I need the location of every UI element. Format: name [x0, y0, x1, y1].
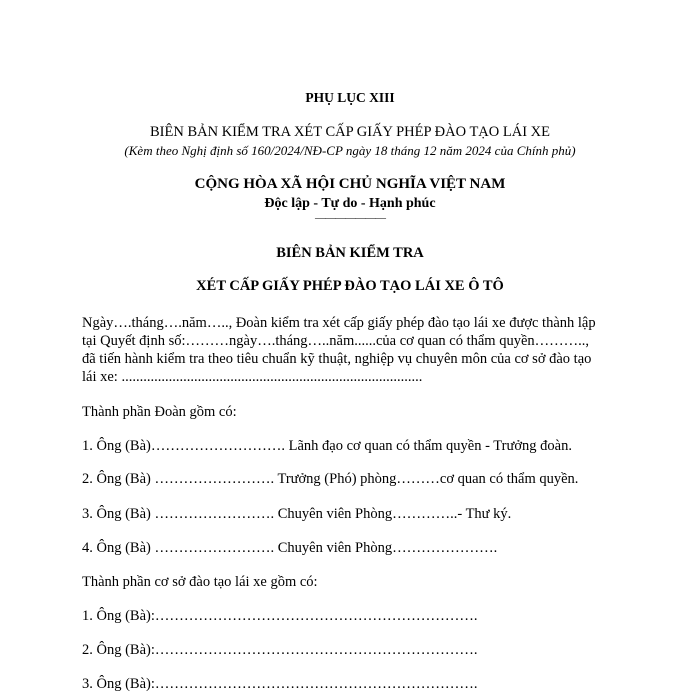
facility-heading: Thành phần cơ sở đào tạo lái xe gồm có: [82, 574, 318, 590]
delegation-member-2: 2. Ông (Bà) ……………………. Trưởng (Phó) phòng………cơ quan có thẩm quyền. [82, 471, 579, 487]
national-motto: Độc lập - Tự do - Hạnh phúc [264, 196, 436, 211]
facility-member-3: 3. Ông (Bà):…………………………………………………………. [82, 676, 478, 692]
facility-member-1: 1. Ông (Bà):…………………………………………………………. [82, 608, 478, 624]
delegation-member-3: 3. Ông (Bà) ……………………. Chuyên viên Phòng…………..- Thư ký. [82, 506, 512, 522]
report-subtitle: XÉT CẤP GIẤY PHÉP ĐÀO TẠO LÁI XE Ô TÔ [196, 278, 504, 294]
report-title: BIÊN BẢN KIỂM TRA [276, 245, 424, 261]
appendix-label: PHỤ LỤC XIII [305, 90, 395, 105]
intro-line-1: Ngày….tháng….năm….., Đoàn kiểm tra xét cấp giấy phép đào tạo lái xe được thành lập [82, 315, 596, 331]
decree-note: (Kèm theo Nghị định số 160/2024/NĐ-CP ngày 18 tháng 12 năm 2024 của Chính phủ) [124, 143, 576, 158]
motto-separator: ——————— [315, 212, 385, 224]
country-name: CỘNG HÒA XÃ HỘI CHỦ NGHĨA VIỆT NAM [194, 176, 506, 192]
document-title: BIÊN BẢN KIỂM TRA XÉT CẤP GIẤY PHÉP ĐÀO TẠO LÁI XE [150, 124, 550, 140]
intro-line-4: lái xe: ................................................................................... [82, 369, 423, 385]
intro-line-3: đã tiến hành kiểm tra theo tiêu chuẩn kỹ thuật, nghiệp vụ chuyên môn của cơ sở đào tạo [82, 351, 592, 367]
delegation-member-4: 4. Ông (Bà) ……………………. Chuyên viên Phòng…………………. [82, 540, 498, 556]
delegation-heading: Thành phần Đoàn gồm có: [82, 404, 237, 420]
intro-line-2: tại Quyết định số:………ngày….tháng…..năm......của cơ quan có thẩm quyền……….., [82, 333, 590, 349]
delegation-member-1: 1. Ông (Bà)………………………. Lãnh đạo cơ quan có thẩm quyền - Trưởng đoàn. [82, 438, 572, 454]
facility-member-2: 2. Ông (Bà):…………………………………………………………. [82, 642, 478, 658]
